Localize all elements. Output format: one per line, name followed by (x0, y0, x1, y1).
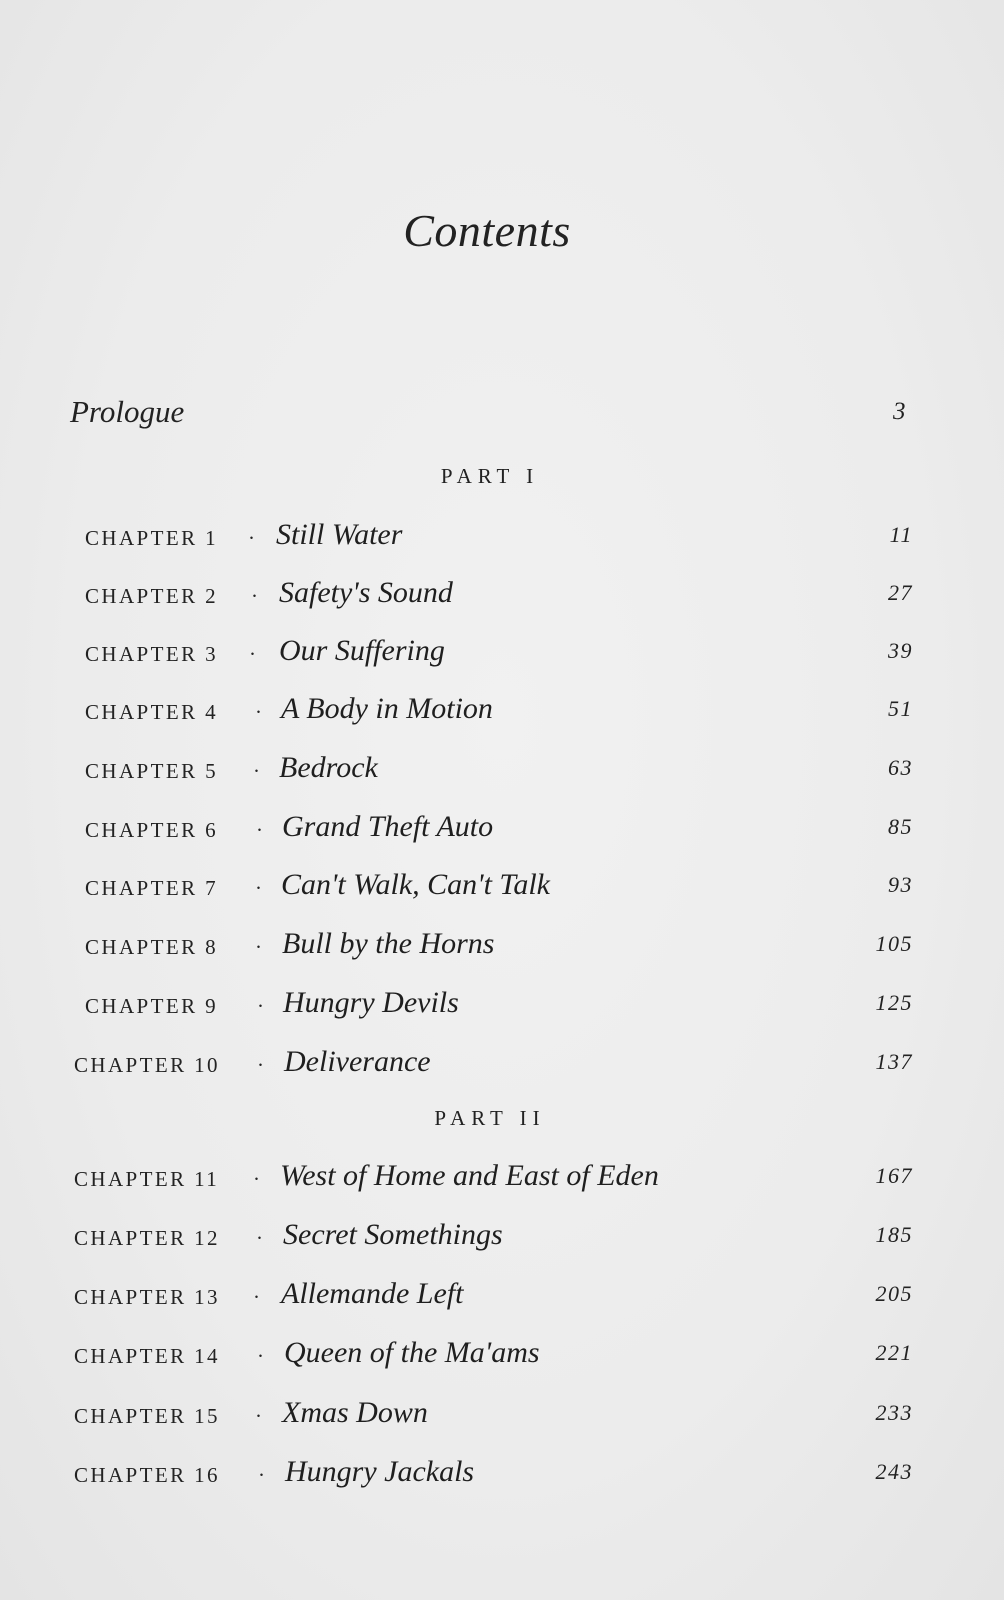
chapter-title: Deliverance (284, 1045, 431, 1078)
chapter-title: Hungry Jackals (285, 1455, 475, 1488)
chapter-label: CHAPTER 13 (74, 1285, 220, 1309)
chapter-title: Bull by the Horns (282, 927, 495, 960)
chapter-page-number: 205 (875, 1281, 913, 1306)
chapter-page-number: 27 (888, 580, 913, 605)
chapter-title: Secret Somethings (283, 1218, 503, 1251)
chapter-label: CHAPTER 11 (74, 1167, 220, 1191)
toc-row (0, 1453, 1004, 1493)
chapter-title: West of Home and East of Eden (280, 1159, 659, 1192)
chapter-label: CHAPTER 9 (85, 994, 219, 1018)
toc-row (0, 690, 1004, 730)
separator-dot: · (253, 759, 260, 783)
chapter-page-number: 93 (888, 872, 913, 897)
chapter-page-number: 233 (875, 1400, 913, 1425)
chapter-title: Grand Theft Auto (282, 810, 494, 843)
toc-row (0, 925, 1004, 965)
chapter-title: Our Suffering (279, 634, 445, 667)
separator-dot: · (251, 584, 258, 608)
chapter-label: CHAPTER 10 (74, 1053, 220, 1077)
chapter-page-number: 11 (889, 522, 913, 547)
chapter-page-number: 51 (888, 696, 913, 721)
chapter-label: CHAPTER 14 (74, 1344, 220, 1368)
chapter-page-number: 85 (888, 814, 913, 839)
chapter-page-number: 137 (875, 1049, 913, 1074)
separator-dot: · (255, 1404, 262, 1428)
toc-row (0, 1043, 1004, 1083)
toc-row (0, 516, 1004, 556)
chapter-label: CHAPTER 4 (85, 700, 219, 724)
chapter-label: CHAPTER 1 (85, 526, 219, 550)
chapter-label: CHAPTER 3 (85, 642, 219, 666)
chapter-title: Can't Walk, Can't Talk (281, 868, 550, 901)
chapter-title: Still Water (276, 518, 403, 551)
toc-row (0, 808, 1004, 848)
separator-dot: · (248, 526, 255, 550)
chapter-page-number: 63 (888, 755, 913, 780)
toc-row (0, 1157, 1004, 1197)
chapter-label: CHAPTER 6 (85, 818, 219, 842)
separator-dot: · (256, 1226, 263, 1250)
toc-row (0, 1275, 1004, 1315)
separator-dot: · (255, 876, 262, 900)
chapter-title: Safety's Sound (279, 576, 453, 609)
part-heading-1: PART I (440, 464, 540, 488)
chapter-title: Allemande Left (281, 1277, 464, 1310)
separator-dot: · (249, 642, 256, 666)
part-heading-2: PART II (434, 1106, 546, 1130)
chapter-label: CHAPTER 5 (85, 759, 219, 783)
toc-row (0, 632, 1004, 672)
chapter-title: Xmas Down (282, 1396, 428, 1429)
toc-row (0, 749, 1004, 789)
chapter-page-number: 185 (875, 1222, 913, 1247)
separator-dot: · (257, 994, 264, 1018)
separator-dot: · (257, 1344, 264, 1368)
separator-dot: · (258, 1463, 265, 1487)
separator-dot: · (256, 818, 263, 842)
toc-row (0, 984, 1004, 1024)
prologue-page-number: 3 (893, 398, 906, 425)
separator-dot: · (255, 700, 262, 724)
chapter-label: CHAPTER 16 (74, 1463, 220, 1487)
separator-dot: · (257, 1053, 264, 1077)
page-title: Contents (403, 205, 571, 256)
chapter-page-number: 221 (875, 1340, 913, 1365)
chapter-label: CHAPTER 15 (74, 1404, 220, 1428)
chapter-title: Hungry Devils (283, 986, 459, 1019)
chapter-title: A Body in Motion (281, 692, 493, 725)
chapter-page-number: 125 (875, 990, 913, 1015)
chapter-page-number: 39 (888, 638, 913, 663)
separator-dot: · (255, 935, 262, 959)
chapter-label: CHAPTER 2 (85, 584, 219, 608)
chapter-page-number: 105 (875, 931, 913, 956)
toc-row (0, 1216, 1004, 1256)
toc-row (0, 1394, 1004, 1434)
chapter-label: CHAPTER 12 (74, 1226, 220, 1250)
separator-dot: · (253, 1285, 260, 1309)
chapter-label: CHAPTER 8 (85, 935, 219, 959)
chapter-label: CHAPTER 7 (85, 876, 219, 900)
chapter-title: Queen of the Ma'ams (284, 1336, 540, 1369)
chapter-page-number: 243 (875, 1459, 913, 1484)
toc-row (0, 574, 1004, 614)
chapter-title: Bedrock (279, 751, 378, 784)
prologue-label: Prologue (70, 394, 185, 429)
toc-row (0, 866, 1004, 906)
separator-dot: · (253, 1167, 260, 1191)
chapter-page-number: 167 (875, 1163, 913, 1188)
toc-row (0, 1334, 1004, 1374)
